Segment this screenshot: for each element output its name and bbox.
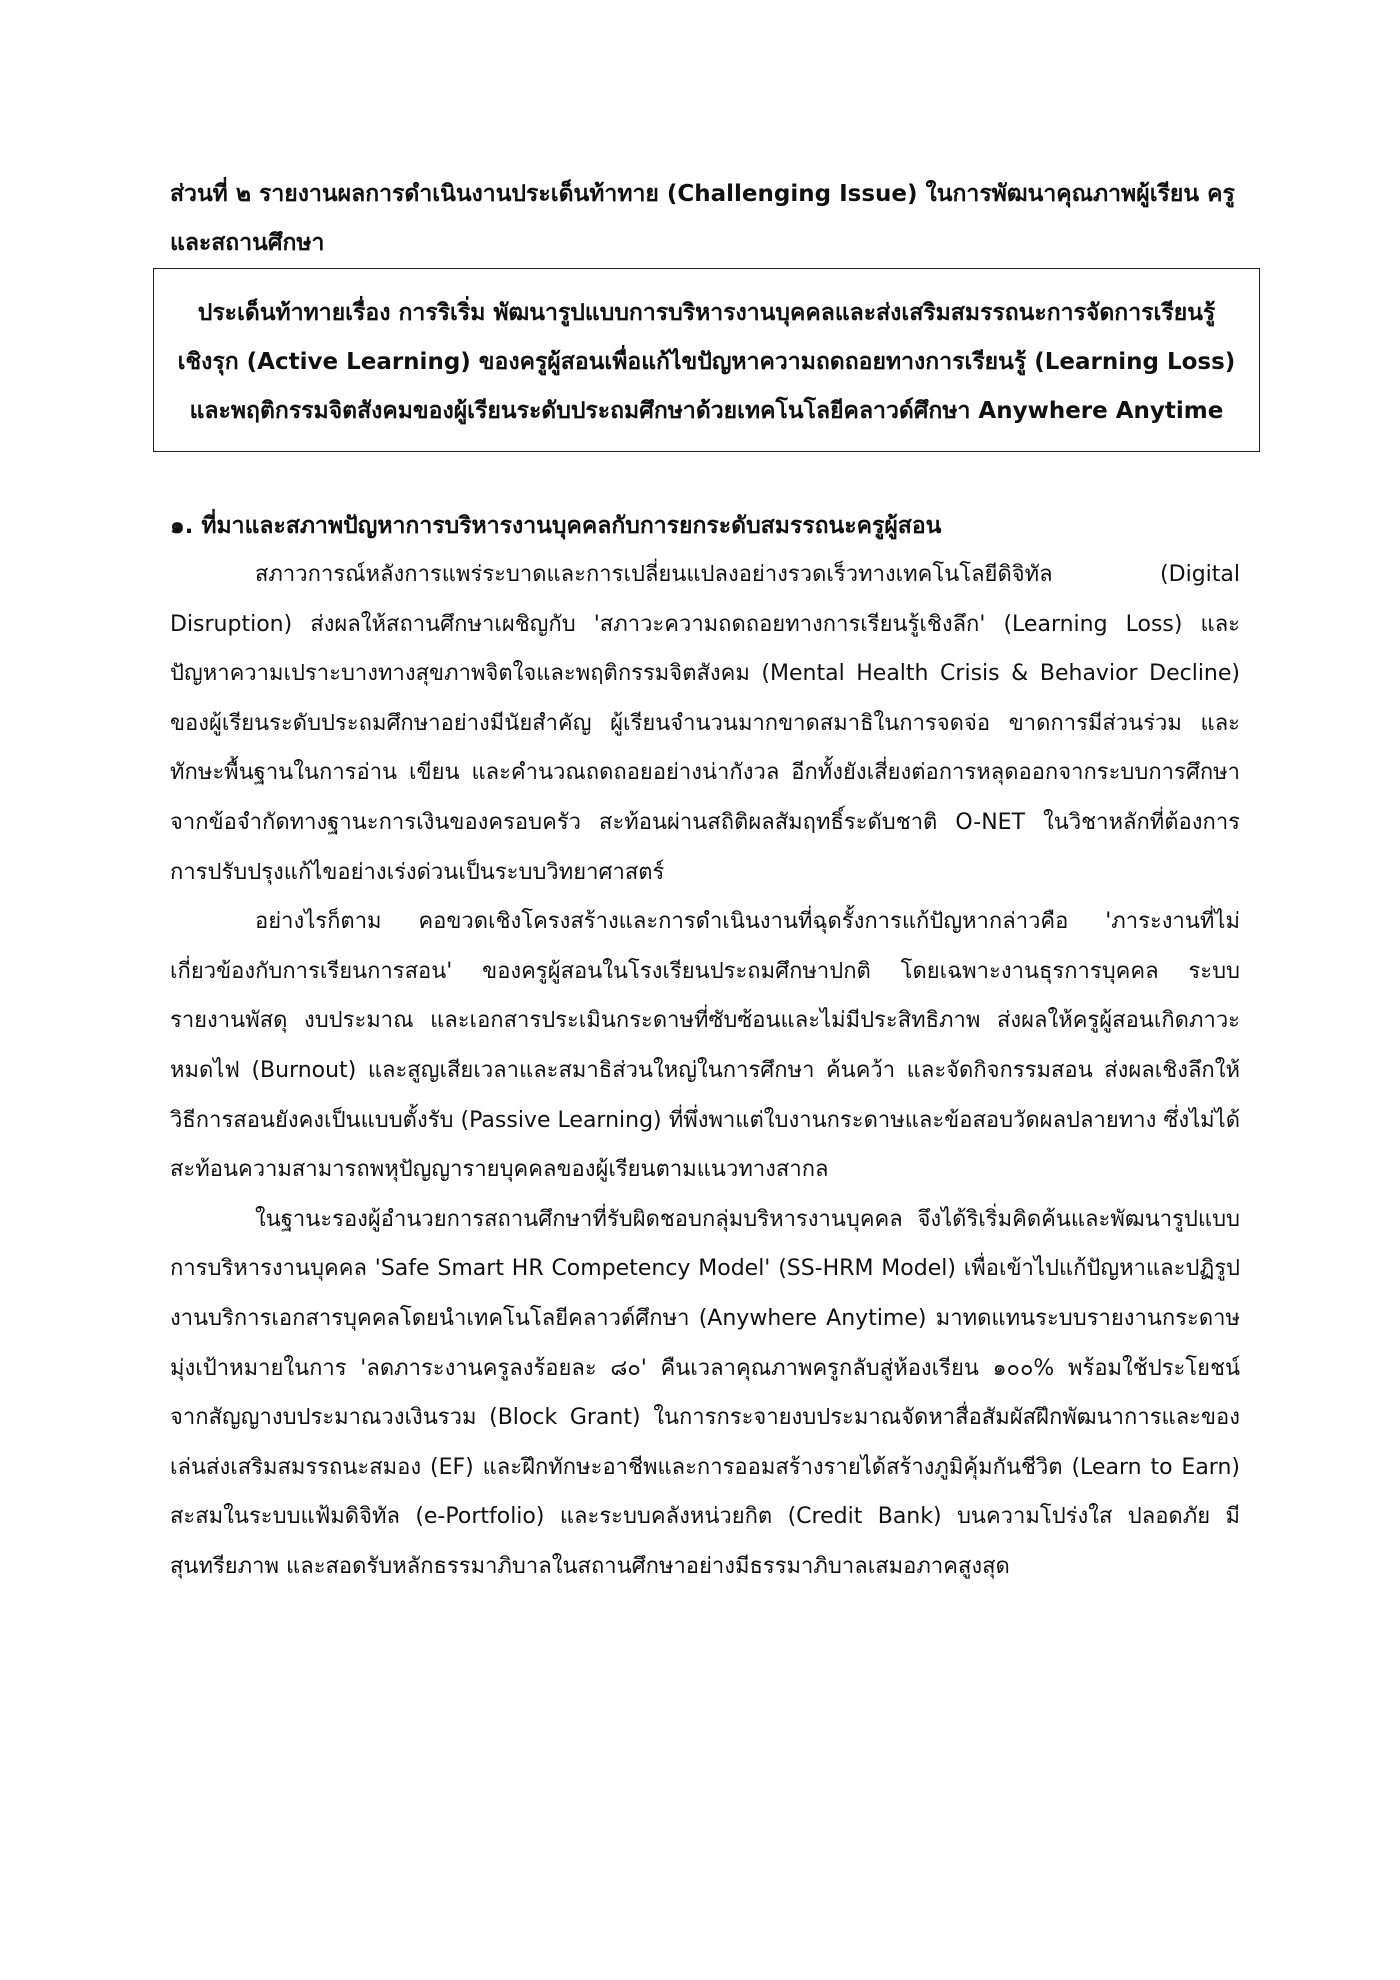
part-heading: ส่วนที่ ๒ รายงานผลการดำเนินงานประเด็นท้าทาย (Challenging Issue) ในการพัฒนาคุณภาพผู้เรียน ครู และสถานศึกษา [170,181,1235,256]
body-paragraph: ในฐานะรองผู้อำนวยการสถานศึกษาที่รับผิดชอบกลุ่มบริหารงานบุคคล จึงได้ริเริ่มคิดค้นและพัฒนารูปแบบการบริหารงานบุคคล 'Safe Smart HR Competency Model' (SS-HRM Model) เพื่อเข้าไปแก้ปัญหาและปฏิรูปงานบริการเอกสารบุคคลโดยนำเทคโนโลยีคลาวด์ศึกษา (Anywhere Anytime) มาทดแทนระบบรายงานกระดาษ มุ่งเป้าหมายในการ 'ลดภาระงานครูลงร้อยละ ๘๐' คืนเวลาคุณภาพครูกลับสู่ห้องเรียน ๑๐๐% พร้อมใช้ประโยชน์จากสัญญางบประมาณวงเงินรวม (Block Grant) ในการกระจายงบประมาณจัดหาสื่อสัมผัสฝึกพัฒนาการและของเล่นส่งเสริมสมรรถนะสมอง (EF) และฝึกทักษะอาชีพและการออมสร้างรายได้สร้างภูมิคุ้มกันชีวิต (Learn to Earn) สะสมในระบบแฟ้มดิจิทัล (e-Portfolio) และระบบคลังหน่วยกิต (Credit Bank) บนความโปร่งใส ปลอดภัย มีสุนทรียภาพ และสอดรับหลักธรรมาภิบาลในสถานศึกษาอย่างมีธรรมาภิบาลเสมอภาคสูงสุด [170,1206,1240,1579]
issue-line: ประเด็นท้าทายเรื่อง การริเริ่ม พัฒนารูปแบบการบริหารงานบุคคลและส่งเสริมสมรรถนะการจัดการเรียนรู้ [197,300,1216,326]
section-1-body [170,550,1240,1591]
body-paragraph: สภาวการณ์หลังการแพร่ระบาดและการเปลี่ยนแปลงอย่างรวดเร็วทางเทคโนโลยีดิจิทัล (Digital Disruption) ส่งผลให้สถานศึกษาเผชิญกับ 'สภาวะความถดถอยทางการเรียนรู้เชิงลึก' (Learning Loss) และปัญหาความเปราะบางทางสุขภาพจิตใจและพฤติกรรมจิตสังคม (Mental Health Crisis & Behavior Decline) ของผู้เรียนระดับประถมศึกษาอย่างมีนัยสำคัญ ผู้เรียนจำนวนมากขาดสมาธิในการจดจ่อ ขาดการมีส่วนร่วม และทักษะพื้นฐานในการอ่าน เขียน และคำนวณถดถอยอย่างน่ากังวล อีกทั้งยังเสี่ยงต่อการหลุดออกจากระบบการศึกษาจากข้อจำกัดทางฐานะการเงินของครอบครัว สะท้อนผ่านสถิติผลสัมฤทธิ์ระดับชาติ O-NET ในวิชาหลักที่ต้องการการปรับปรุงแก้ไขอย่างเร่งด่วนเป็นระบบวิทยาศาสตร์ [170,562,1240,885]
body-paragraph: อย่างไรก็ตาม คอขวดเชิงโครงสร้างและการดำเนินงานที่ฉุดรั้งการแก้ปัญหากล่าวคือ 'ภาระงานที่ไม่เกี่ยวข้องกับการเรียนการสอน' ของครูผู้สอนในโรงเรียนประถมศึกษาปกติ โดยเฉพาะงานธุรการบุคคล ระบบรายงานพัสดุ งบประมาณ และเอกสารประเมินกระดาษที่ซับซ้อนและไม่มีประสิทธิภาพ ส่งผลให้ครูผู้สอนเกิดภาวะหมดไฟ (Burnout) และสูญเสียเวลาและสมาธิส่วนใหญ่ในการศึกษา ค้นคว้า และจัดกิจกรรมสอน ส่งผลเชิงลึกให้วิธีการสอนยังคงเป็นแบบตั้งรับ (Passive Learning) ที่พึ่งพาแต่ใบงานกระดาษและข้อสอบวัดผลปลายทาง ซึ่งไม่ได้สะท้อนความสามารถพหุปัญญารายบุคคลของผู้เรียนตามแนวทางสากล [170,909,1240,1183]
section-1-title: ๑. ที่มาและสภาพปัญหาการบริหารงานบุคคลกับการยกระดับสมรรถนะครูผู้สอน [170,513,942,539]
challenging-issue-box [153,268,1260,452]
issue-line: เชิงรุก (Active Learning) ของครูผู้สอนเพื่อแก้ไขปัญหาความถดถอยทางการเรียนรู้ (Learning Loss) [177,349,1236,375]
issue-line: และพฤติกรรมจิตสังคมของผู้เรียนระดับประถมศึกษาด้วยเทคโนโลยีคลาวด์ศึกษา Anywhere Anytime [189,398,1224,424]
